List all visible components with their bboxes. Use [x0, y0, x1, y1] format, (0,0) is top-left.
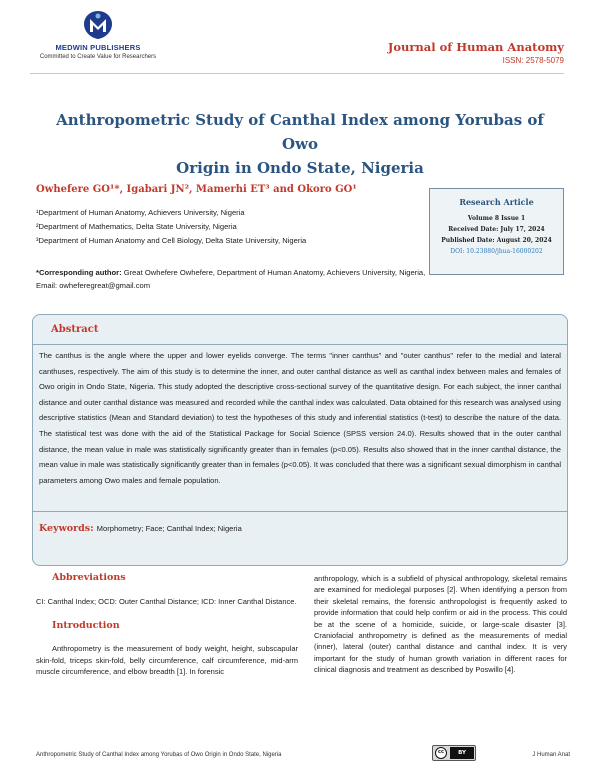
introduction-text: Anthropometry is the measurement of body weight, height, subscapular skin-fold, triceps skin-fold, belly circumference, calf circumference, mid-arm muscle circumference, and elbow breadth [1]. In forensic — [36, 644, 298, 677]
volume-issue: Volume 8 Issue 1 — [467, 215, 526, 222]
keywords-divider — [33, 511, 567, 512]
abstract-text: The canthus is the angle where the upper and lower eyelids converge. The terms "inner canthus" and "outer canthus" refer to the medial and lateral canthuses, respectively. The aim of this study is to determine the inner, and outer canthal distance as well as canthal index between males and females of Owo origin in Ondo State, Nigeria. This study adopted the descriptive cross-sectional survey of the quantitative design. For each subject, the inner canthal distance and outer canthal distance was measured and recorded while the canthal index was calculated. Data obtained for this research was analysed using descriptive statistics (Mean and Standard deviation) to test the hypotheses of this study and inferential statistics (t-test) to describe the nature of the data. The statistical test was done with the aid of the Statistical Package for Social Science (SPSS version 24.0). Results showed that in the outer canthal distance, the mean value in male was statistically significantly greater than in females (p<0.05). Results also showed that in the inner canthal distance, the mean value in male was statistically significantly greater than in females (p<0.05). It was concluded that there was a significant sexual dimorphism in canthal parameters among Owo males and female population. — [39, 351, 561, 485]
affiliation-3: ³Department of Human Anatomy and Cell Biology, Delta State University, Nigeria — [36, 236, 307, 245]
doi-link[interactable]: DOI: 10.23880/jhua-16000202 — [450, 248, 543, 255]
cc-license-badge[interactable] — [432, 745, 476, 761]
journal-title[interactable]: Journal of Human Anatomy — [387, 40, 564, 54]
received-date: Received Date: July 17, 2024 — [448, 226, 545, 233]
affiliation-2: ²Department of Mathematics, Delta State University, Nigeria — [36, 222, 237, 231]
cc-by-icon: BY — [450, 747, 474, 759]
keywords-line — [39, 523, 242, 534]
abstract-box — [32, 314, 568, 566]
article-info-box — [429, 188, 564, 275]
title-line-2: Origin in Ondo State, Nigeria — [176, 159, 424, 177]
article-type: Research Article — [459, 197, 534, 207]
author-list: Owhefere GO¹*, Igabari JN², Mamerhi ET³ and Okoro GO¹ — [36, 184, 357, 195]
published-date: Published Date: August 20, 2024 — [441, 237, 552, 244]
abbreviations-heading: Abbreviations — [52, 572, 126, 583]
right-column-text: anthropology, which is a subfield of physical anthropology, skeletal remains are examined for mediolegal purposes [2]. When identifying a person from their skeletal remains, the forensic anthropologist is frequently asked to provide information that could help confirm or aid in the process. This could be at the scene of a homicide, suicide, or large-scale disaster [3]. Craniofacial anthropometry is defined as the measurements of medial (inner), lateral (outer) canthal distance and canthal index. It is very important for the study of human growth variation in different races for clinical diagnosis and treatment as described by Poswillo [4]. — [314, 574, 567, 675]
publisher-name: MEDWIN PUBLISHERS — [55, 43, 141, 52]
abbreviations-text: CI: Canthal Index; OCD: Outer Canthal Distance; ICD: Inner Canthal Distance. — [36, 597, 297, 606]
paper-title — [40, 108, 560, 180]
introduction-heading: Introduction — [52, 620, 120, 632]
body-right-column — [314, 573, 567, 676]
title-line-1: Anthropometric Study of Canthal Index among Yorubas of Owo — [56, 111, 544, 153]
publisher-logo — [28, 10, 168, 60]
header-divider — [30, 73, 564, 74]
publisher-tagline: Committed to Create Value for Researchers — [39, 54, 157, 60]
keywords-text: Morphometry; Face; Canthal Index; Nigeria — [96, 524, 242, 533]
affiliation-1: ¹Department of Human Anatomy, Achievers University, Nigeria — [36, 208, 245, 217]
corresponding-label: *Corresponding author: — [36, 268, 122, 277]
medwin-logo-icon — [81, 10, 115, 40]
cc-icon: cc — [435, 747, 447, 759]
footer-journal-abbrev: J Human Anat — [532, 752, 570, 758]
abstract-heading: Abstract — [51, 324, 99, 335]
journal-issn: ISSN: 2578-5079 — [502, 56, 564, 65]
corresponding-author — [36, 266, 426, 292]
keywords-label: Keywords: — [39, 523, 94, 534]
affiliations — [36, 206, 306, 248]
abstract-divider — [33, 344, 567, 345]
footer-article-title: Anthropometric Study of Canthal Index among Yorubas of Owo Origin in Ondo State, Nigeria — [36, 752, 282, 758]
corresponding-text: Great Owhefere Owhefere, Department of Human Anatomy, Achievers University, Nigeria, Email: owheferegreat@gmail.com — [36, 268, 426, 290]
body-left-column — [36, 572, 298, 678]
journal-header — [388, 40, 564, 65]
